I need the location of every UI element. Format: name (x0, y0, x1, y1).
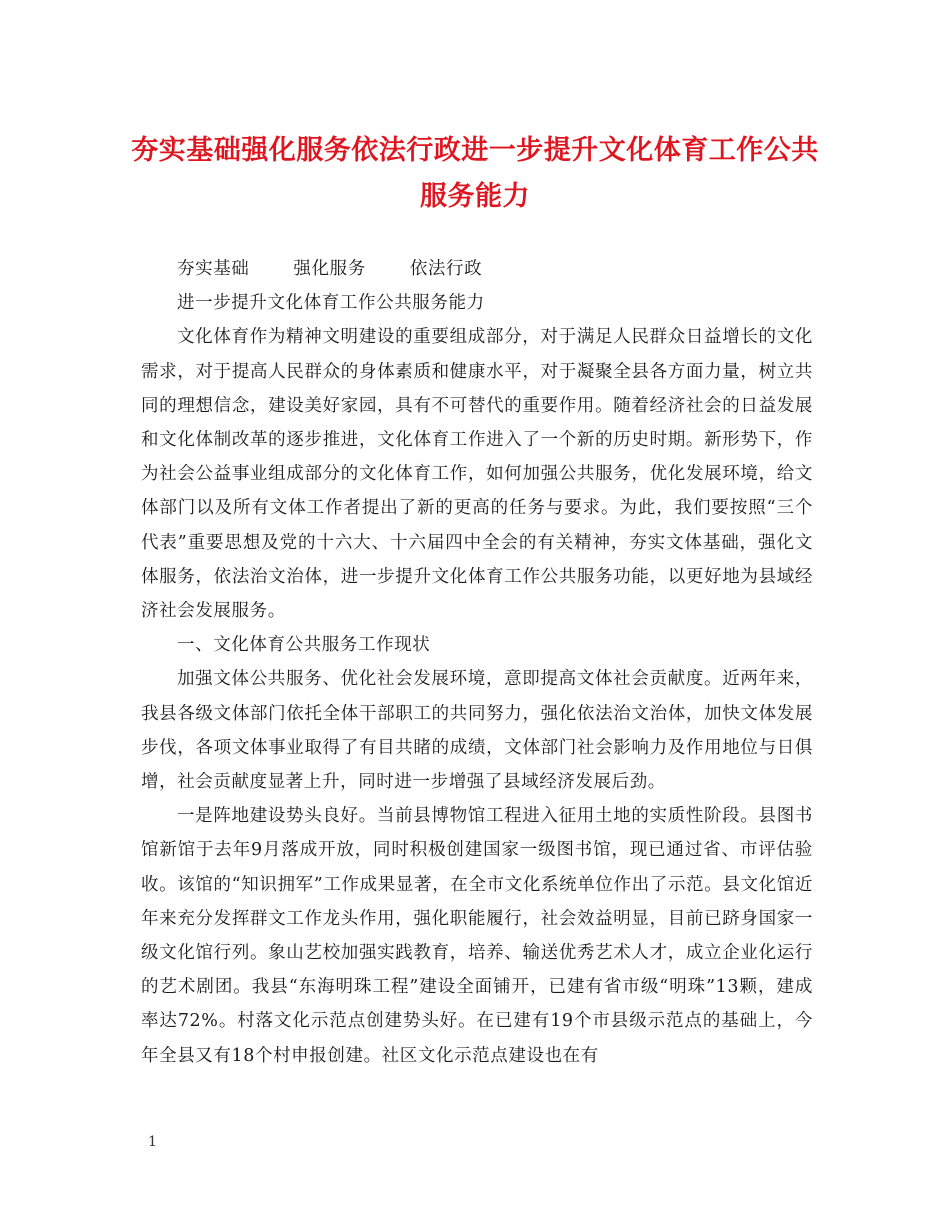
document-body (141, 252, 813, 1073)
keyword: 夯实基础 (177, 259, 250, 279)
section-heading: 一、文化体育公共服务工作现状 (177, 635, 431, 656)
keyword: 强化服务 (293, 259, 366, 279)
keyword: 依法行政 (409, 259, 483, 279)
subtitle-paragraph: 进一步提升文化体育工作公共服务能力 (177, 293, 485, 314)
intro-paragraph: 文化体育作为精神文明建设的重要组成部分，对于满足人民群众日益增长的文化需求，对于提高人民群众的身体素质和健康水平，对于凝聚全县各方面力量，树立共同的理想信念，建设美好家园，具有不可替代的重要作用。随着经济社会的日益发展和文化体制改革的逐步推进，文化体育工作进入了一个新的历史时期。新形势下，作为社会公益事业组成部分的文化体育工作，如何加强公共服务，优化发展环境，给文体部门以及所有文体工作者提出了新的更高的任务与要求。为此，我们要按照“三个代表”重要思想及党的十六大、十六届四中全会的有关精神，夯实文体基础，强化文体服务，依法治文治体，进一步提升文化体育工作公共服务功能，以更好地为县域经济社会发展服务。 (141, 327, 813, 622)
page-number: 1 (148, 1134, 157, 1150)
body-paragraph: 加强文体公共服务、优化社会发展环境，意即提高文体社会贡献度。近两年来，我县各级文体部门依托全体干部职工的共同努力，强化依法治文治体，加快文体发展步伐，各项文体事业取得了有目共睹的成绩，文体部门社会影响力及作用地位与日俱增，社会贡献度显著上升，同时进一步增强了县域经济发展后劲。 (141, 669, 813, 793)
body-paragraph: 一是阵地建设势头良好。当前县博物馆工程进入征用土地的实质性阶段。县图书馆新馆于去年9月落成开放，同时积极创建国家一级图书馆，现已通过省、市评估验收。该馆的“知识拥军”工作成果显著，在全市文化系统单位作出了示范。县文化馆近年来充分发挥群文工作龙头作用，强化职能履行，社会效益明显，目前已跻身国家一级文化馆行列。象山艺校加强实践教育，培养、输送优秀艺术人才，成立企业化运行的艺术剧团。我县“东海明珠工程”建设全面铺开，已建有省市级“明珠”13颗，建成率达72%。村落文化示范点创建势头好。在已建有19个市县级示范点的基础上，今年全县又有18个村申报创建。社区文化示范点建设也在有 (141, 806, 813, 1066)
keywords-line (141, 252, 813, 286)
document-title: 夯实基础强化服务依法行政进一步提升文化体育工作公共服务能力 (131, 135, 819, 212)
